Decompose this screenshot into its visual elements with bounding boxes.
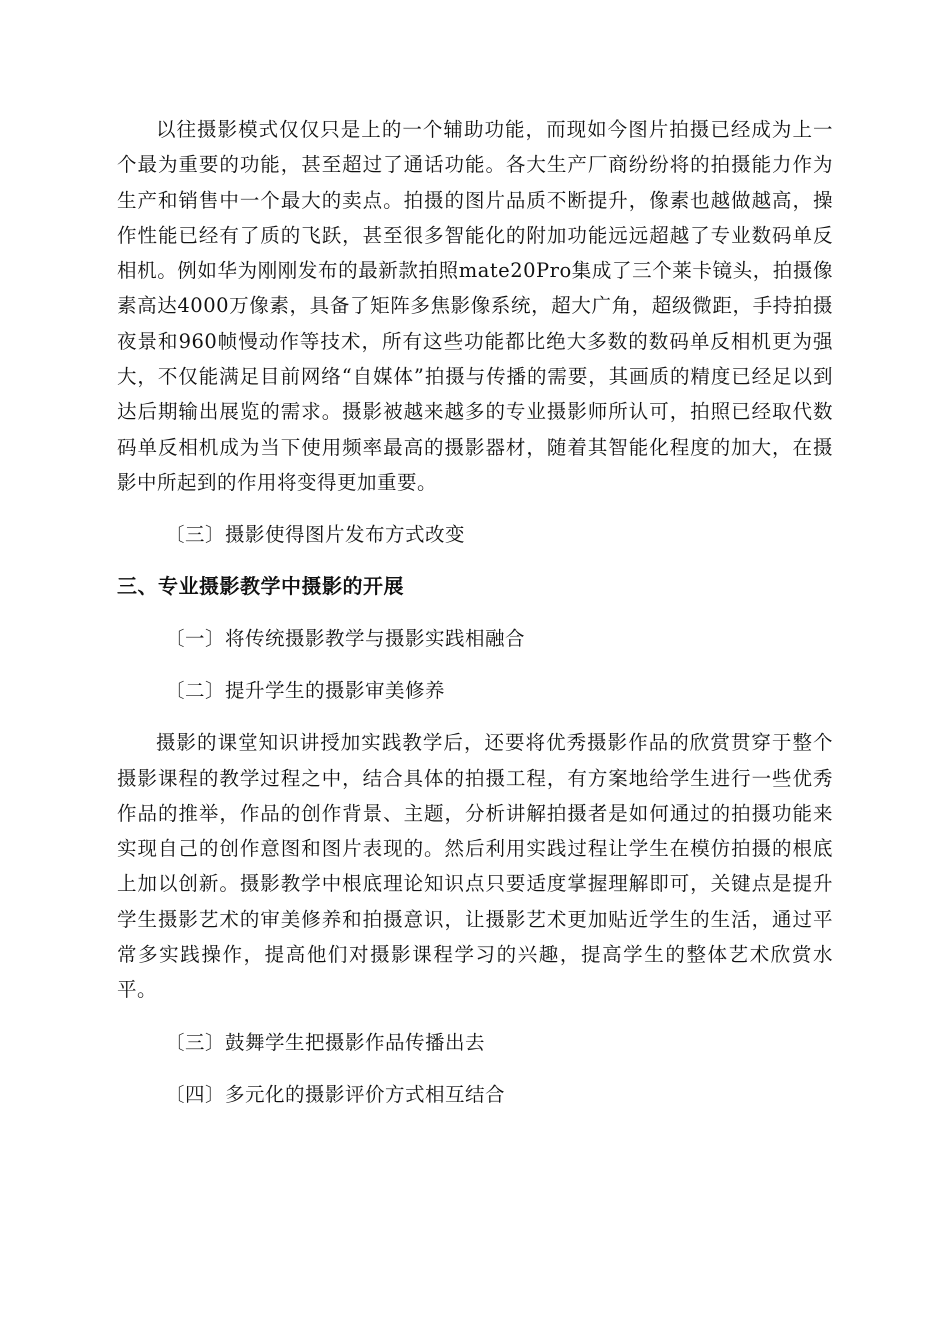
- subheading-spread-works: 〔三〕鼓舞学生把摄影作品传播出去: [165, 1030, 486, 1054]
- body-paragraph: 摄影的课堂知识讲授加实践教学后，还要将优秀摄影作品的欣赏贯穿于整个摄影课程的教学过程之中，结合具体的拍摄工程，有方案地给学生进行一些优秀作品的推举，作品的创作背景、主题，分析讲解拍摄者是如何通过的拍摄功能来实现自己的创作意图和图片表现的。然后利用实践过程让学生在模仿拍摄的根底上加以创新。摄影教学中根底理论知识点只要适度掌握理解即可，关键点是提升学生摄影艺术的审美修养和拍摄意识，让摄影艺术更加贴近学生的生活，通过平常多实践操作，提高他们对摄影课程学习的兴趣，提高学生的整体艺术欣赏水平。: [117, 731, 833, 1002]
- subheading-evaluation: 〔四〕多元化的摄影评价方式相互结合: [165, 1082, 506, 1106]
- document-page: [117, 112, 833, 1112]
- body-paragraph: 以往摄影模式仅仅只是上的一个辅助功能，而现如今图片拍摄已经成为上一个最为重要的功能，甚至超过了通话功能。各大生产厂商纷纷将的拍摄能力作为生产和销售中一个最大的卖点。拍摄的图片品质不断提升，像素也越做越高，操作性能已经有了质的飞跃，甚至很多智能化的附加功能远远超越了专业数码单反相机。例如华为刚刚发布的最新款拍照mate20Pro集成了三个莱卡镜头，拍摄像素高达4000万像素，具备了矩阵多焦影像系统，超大广角，超级微距，手持拍摄夜景和960帧慢动作等技术，所有这些功能都比绝大多数的数码单反相机更为强大，不仅能满足目前网络“自媒体”拍摄与传播的需要，其画质的精度已经足以到达后期输出展览的需求。摄影被越来越多的专业摄影师所认可，拍照已经取代数码单反相机成为当下使用频率最高的摄影器材，随着其智能化程度的加大，在摄影中所起到的作用将变得更加重要。: [117, 118, 833, 494]
- subheading-aesthetic: 〔二〕提升学生的摄影审美修养: [165, 679, 446, 703]
- section-heading: 三、专业摄影教学中摄影的开展: [117, 574, 404, 599]
- subheading-publishing-change: 〔三〕摄影使得图片发布方式改变: [165, 523, 466, 547]
- subheading-combine-teaching: 〔一〕将传统摄影教学与摄影实践相融合: [165, 627, 526, 651]
